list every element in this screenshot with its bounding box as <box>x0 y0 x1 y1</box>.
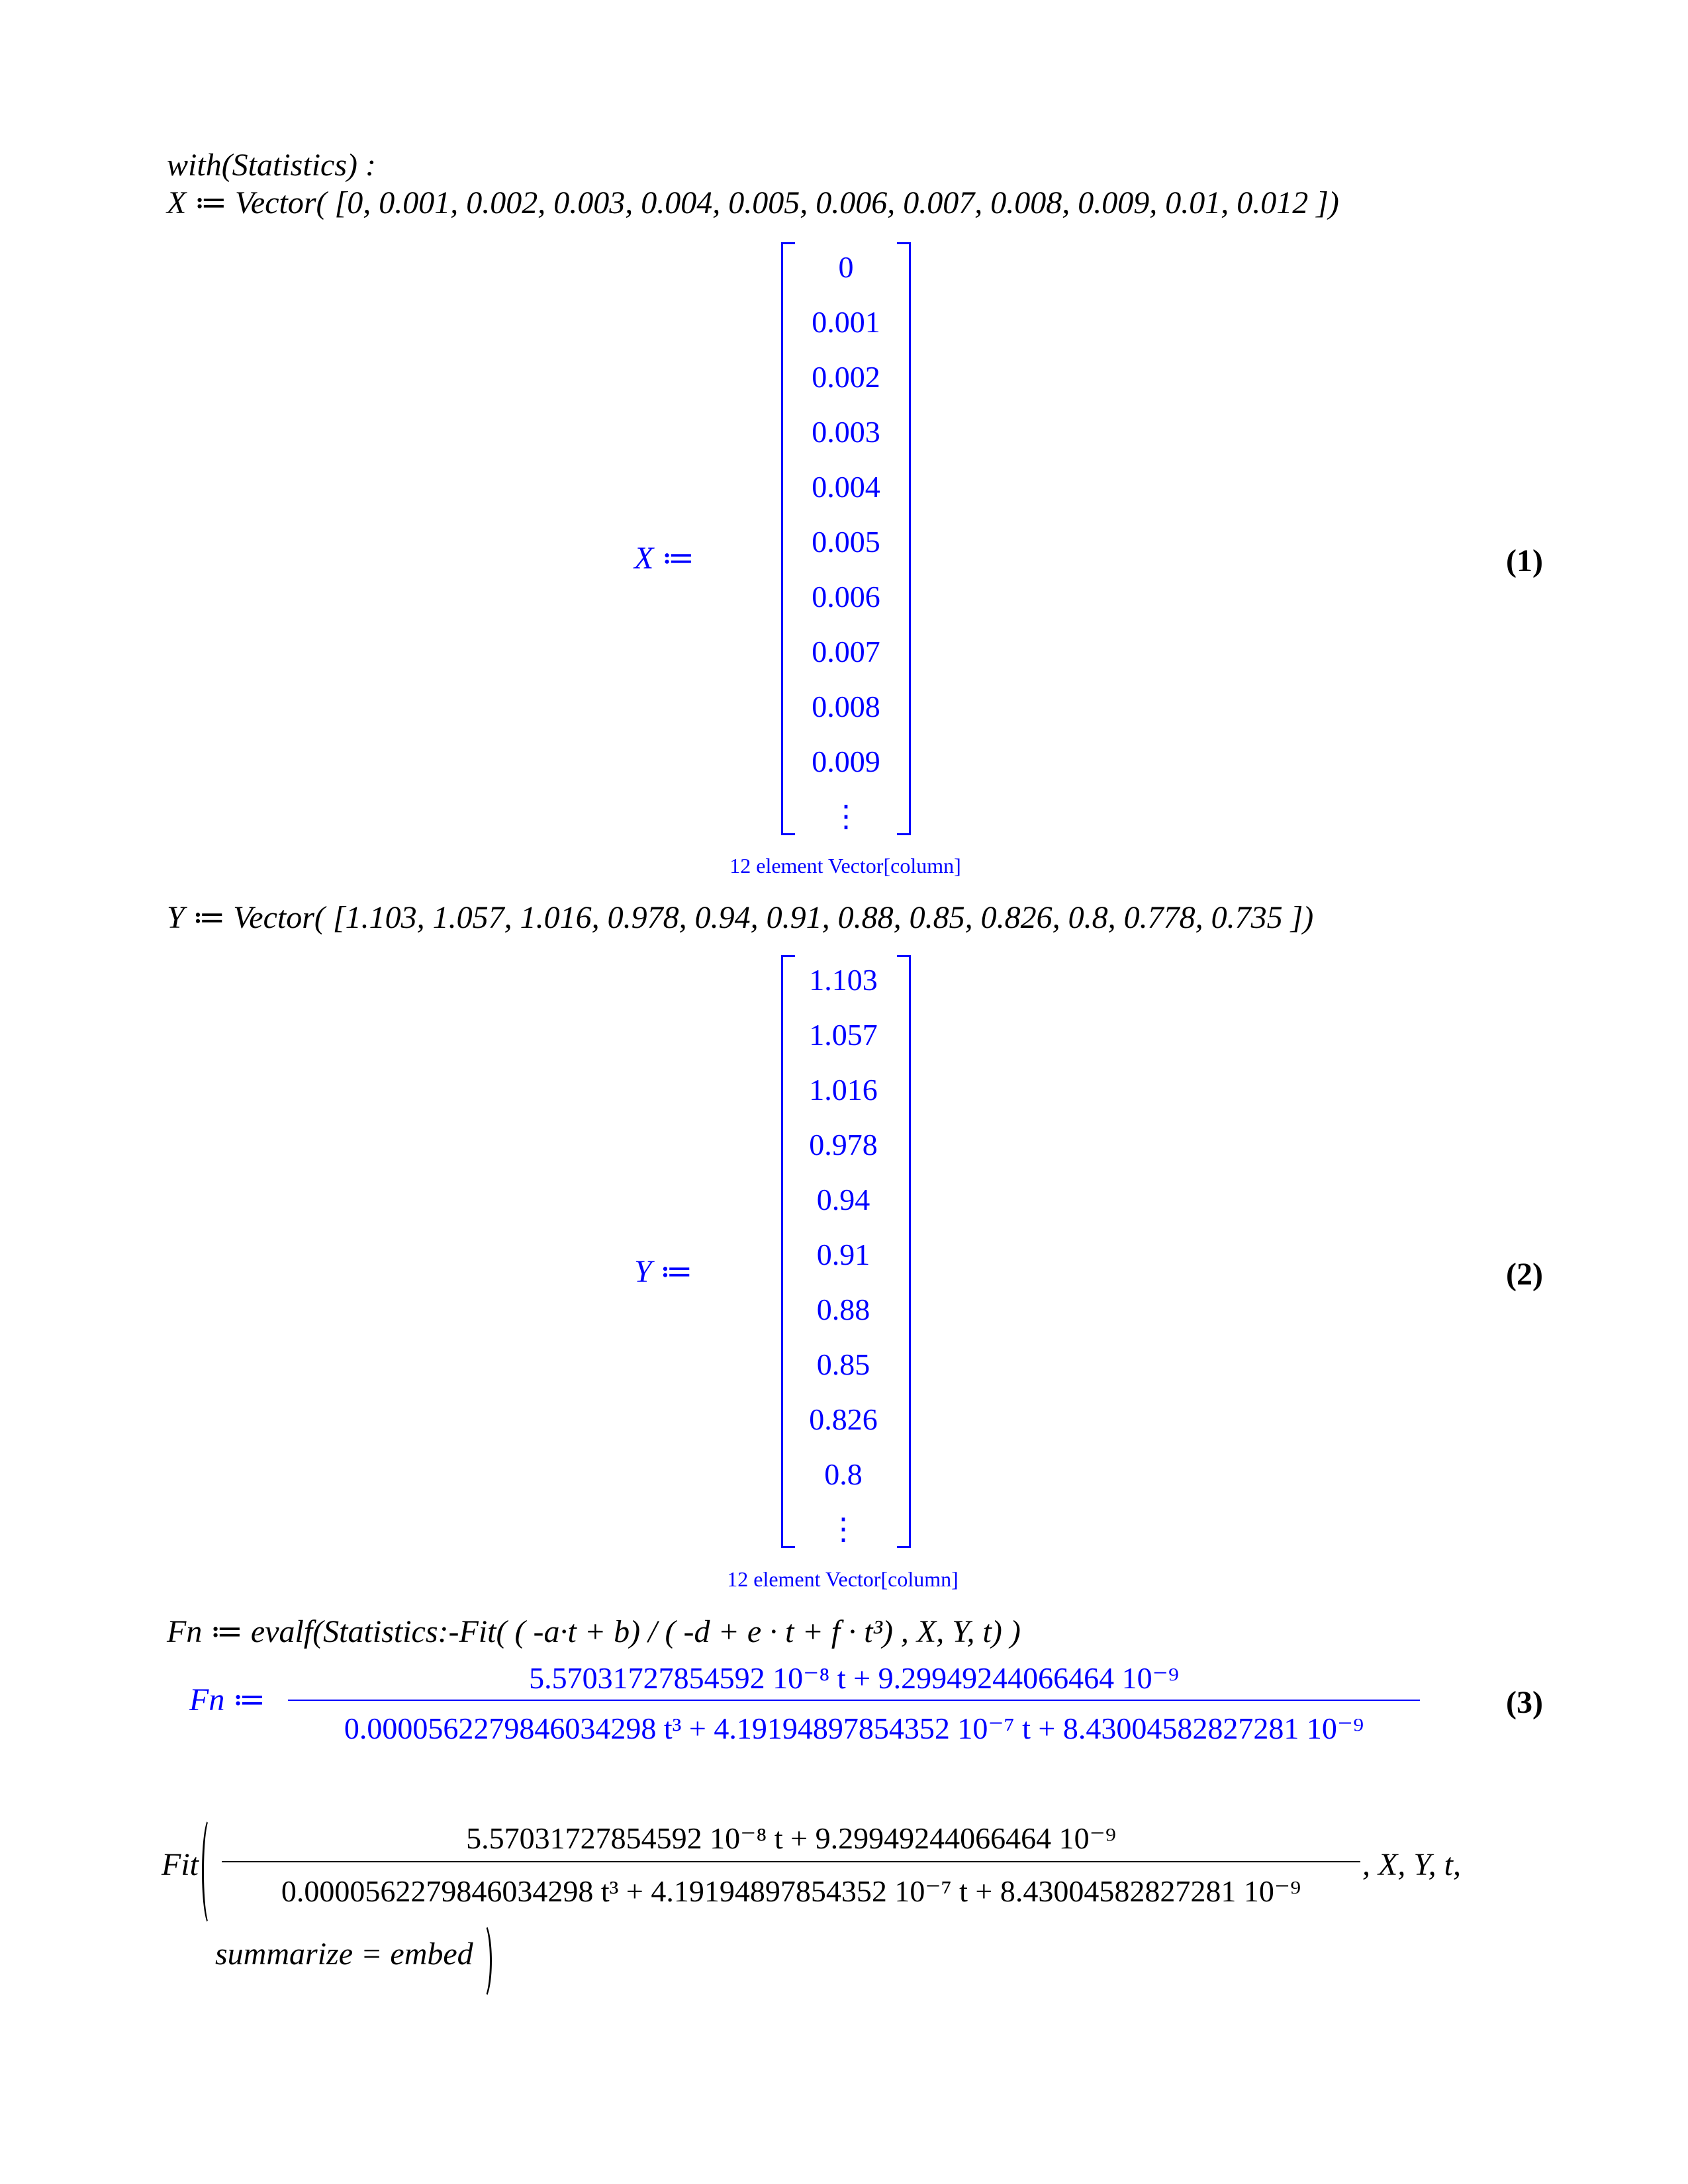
y-vector-entry: 1.016 <box>809 1073 878 1107</box>
y-vector-entry: 0.94 <box>816 1183 870 1216</box>
y-vector-caption: 12 element Vector[column] <box>727 1567 959 1591</box>
x-vector-entry: 0.007 <box>812 635 880 668</box>
y-vector-input[interactable]: Y ≔ Vector( [1.103, 1.057, 1.016, 0.978, 0.94, 0.91, 0.88, 0.85, 0.826, 0.8, 0.778, 0.735 ]) <box>167 900 1314 935</box>
x-vector-entry: 0.009 <box>812 745 880 778</box>
x-vector-entry: 0.004 <box>812 470 880 504</box>
fit-function-name[interactable]: Fit <box>162 1847 199 1882</box>
y-vector-entry: 0.826 <box>809 1402 878 1436</box>
x-vector-entry: 0.008 <box>812 690 880 723</box>
equation-label-2: (2) <box>1506 1257 1543 1292</box>
x-vector-entry: 0.002 <box>812 360 880 394</box>
fn-assign-label: Fn ≔ <box>189 1682 265 1717</box>
x-vector-entry: 0.005 <box>812 525 880 559</box>
y-vector-entry: 1.103 <box>809 963 878 997</box>
y-vector-entry: 0.978 <box>809 1128 878 1161</box>
fit-numerator: 5.57031727854592 10⁻⁸ t + 9.29949244066464 10⁻⁹ <box>466 1821 1116 1855</box>
y-vector-entry: 0.85 <box>816 1347 870 1381</box>
x-vector-entry: 0 <box>838 250 854 284</box>
fit-args: , X, Y, t, <box>1362 1847 1461 1882</box>
x-vector-input[interactable]: X ≔ Vector( [0, 0.001, 0.002, 0.003, 0.004, 0.005, 0.006, 0.007, 0.008, 0.009, 0.01, 0.012 ]) <box>167 185 1339 220</box>
x-vector-entry: 0.003 <box>812 415 880 449</box>
y-assign-label: Y ≔ <box>634 1254 693 1289</box>
fn-denominator: 0.0000562279846034298 t³ + 4.19194897854352 10⁻⁷ t + 8.43004582827281 10⁻⁹ <box>344 1711 1364 1745</box>
fit-denominator: 0.0000562279846034298 t³ + 4.19194897854352 10⁻⁷ t + 8.43004582827281 10⁻⁹ <box>281 1874 1301 1908</box>
fit-right-paren <box>475 1923 492 1999</box>
fn-numerator: 5.57031727854592 10⁻⁸ t + 9.29949244066464 10⁻⁹ <box>529 1661 1179 1695</box>
with-statistics-input[interactable]: with(Statistics) : <box>167 148 376 183</box>
fn-fit-input[interactable]: Fn ≔ evalf(Statistics:-Fit( ( -a·t + b) / ( -d + e · t + f · t³) , X, Y, t) ) <box>167 1614 1021 1649</box>
y-vector-entry: 1.057 <box>809 1018 878 1052</box>
x-assign-label: X ≔ <box>634 541 694 576</box>
fit-left-paren <box>202 1817 218 1927</box>
y-vector-entry: 0.91 <box>816 1238 870 1271</box>
x-vector-entry: ⋮ <box>831 799 861 833</box>
x-vector-entry: 0.006 <box>812 580 880 614</box>
x-vector-caption: 12 element Vector[column] <box>729 854 961 878</box>
equation-label-3: (3) <box>1506 1685 1543 1720</box>
y-vector-values <box>777 952 910 1557</box>
y-vector-entry: ⋮ <box>828 1512 859 1546</box>
fit-fraction-bar <box>222 1861 1360 1862</box>
x-vector-values <box>780 240 912 844</box>
fit-summarize-option: summarize = embed <box>215 1936 473 1972</box>
fn-fraction-bar <box>288 1700 1420 1701</box>
y-vector-entry: 0.8 <box>824 1457 863 1491</box>
equation-label-1: (1) <box>1506 543 1543 578</box>
x-vector-entry: 0.001 <box>812 305 880 339</box>
y-vector-entry: 0.88 <box>816 1293 870 1326</box>
